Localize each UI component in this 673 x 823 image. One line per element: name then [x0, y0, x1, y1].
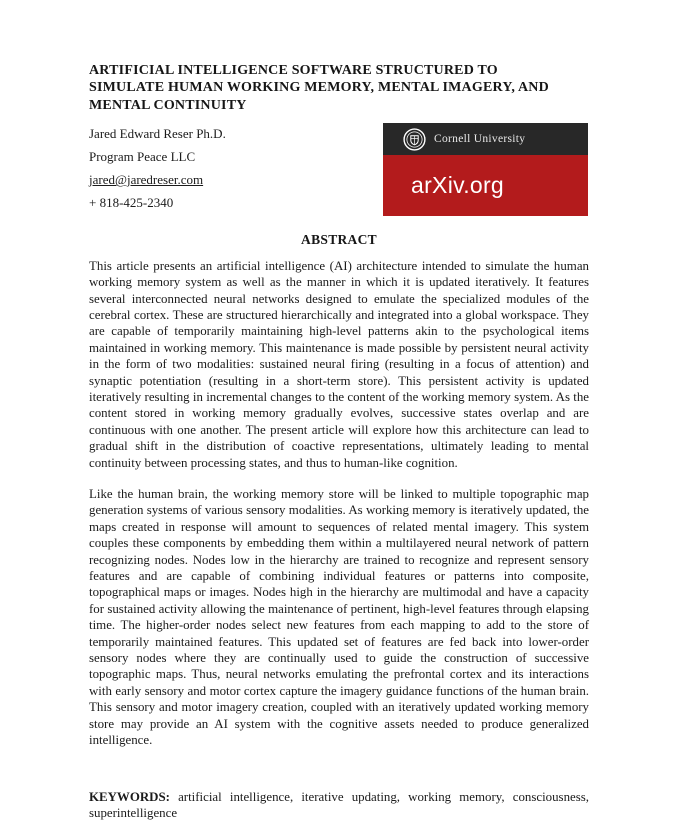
- arxiv-banner: [383, 123, 588, 216]
- paper-title-line-3: MENTAL CONTINUITY: [89, 97, 247, 113]
- author-affiliation: Program Peace LLC: [89, 149, 196, 165]
- abstract-paragraph: This article presents an artificial intelligence (AI) architecture intended to simulate the human working memory system as well as the manner in which it is updated iteratively. It features several interconnected neural networks designed to emulate the specialized modules of the cerebral cortex. These are structured hierarchically and integrated into a global workspace. They are capable of temporarily maintaining high-level patterns akin to the psychological items maintained in working memory. This maintenance is made possible by persistent neural activity in the form of two modalities: sustained neural firing (resulting in a focus of attention) and synaptic potentiation (resulting in a short-term store). This persistent activity is updated iteratively resulting in incremental changes to the content of the working memory system. As the content stored in working memory gradually evolves, successive states overlap and are continuous with one another. The present article will explore how this architecture can lead to gradual shift in the distribution of coactive representations, ultimately leading to mental continuity between processing states, and thus to human-like cognition.: [89, 258, 589, 470]
- author-email-link[interactable]: jared@jaredreser.com: [89, 172, 204, 188]
- keywords-label: KEYWORDS:: [89, 789, 170, 804]
- author-name: Jared Edward Reser Ph.D.: [89, 126, 226, 142]
- abstract-heading: ABSTRACT: [301, 231, 377, 247]
- keywords-paragraph: [89, 789, 589, 822]
- paper-title: [89, 62, 589, 114]
- cornell-university-label: Cornell University: [434, 133, 526, 145]
- cornell-seal-icon: [403, 128, 426, 151]
- arxiv-banner-red-bar: [383, 155, 588, 216]
- keywords-text: artificial intelligence, iterative updating, working memory, consciousness, superintelligence: [89, 789, 589, 820]
- paper-title-line-1: ARTIFICIAL INTELLIGENCE SOFTWARE STRUCTURED TO: [89, 63, 498, 78]
- cornell-banner-bar: [383, 123, 588, 155]
- arxiv-org-label: arXiv.org: [411, 172, 505, 198]
- author-phone: + 818-425-2340: [89, 195, 174, 211]
- body-paragraph: Like the human brain, the working memory store will be linked to multiple topographic map generation systems of various sensory modalities. As working memory is iteratively updated, the maps created in response will amount to sequences of related mental imagery. This system couples these components by embedding them within a multilayered neural network of pattern recognizing nodes. Nodes low in the hierarchy are trained to recognize and represent sensory features and are capable of combining individual features or patterns into composite, topographical maps or images. Nodes high in the hierarchy are multimodal and have a capacity for sustained activity allowing the maintenance of pertinent, high-level features through elapsing time. The higher-order nodes select new features from each mapping to add to the store of temporarily maintained features. This updated set of features are fed back into lower-order sensory nodes where they are continually used to guide the construction of successive topographic maps. Thus, neural networks emulating the prefrontal cortex and its interactions with early sensory and motor cortex capture the imagery guidance functions of the human brain. This sensory and motor imagery creation, coupled with an iteratively updated working memory store may provide an AI system with the cognitive assets needed to produce generalized intelligence.: [89, 487, 589, 748]
- paper-title-line-2: SIMULATE HUMAN WORKING MEMORY, MENTAL IMAGERY, AND: [89, 80, 549, 96]
